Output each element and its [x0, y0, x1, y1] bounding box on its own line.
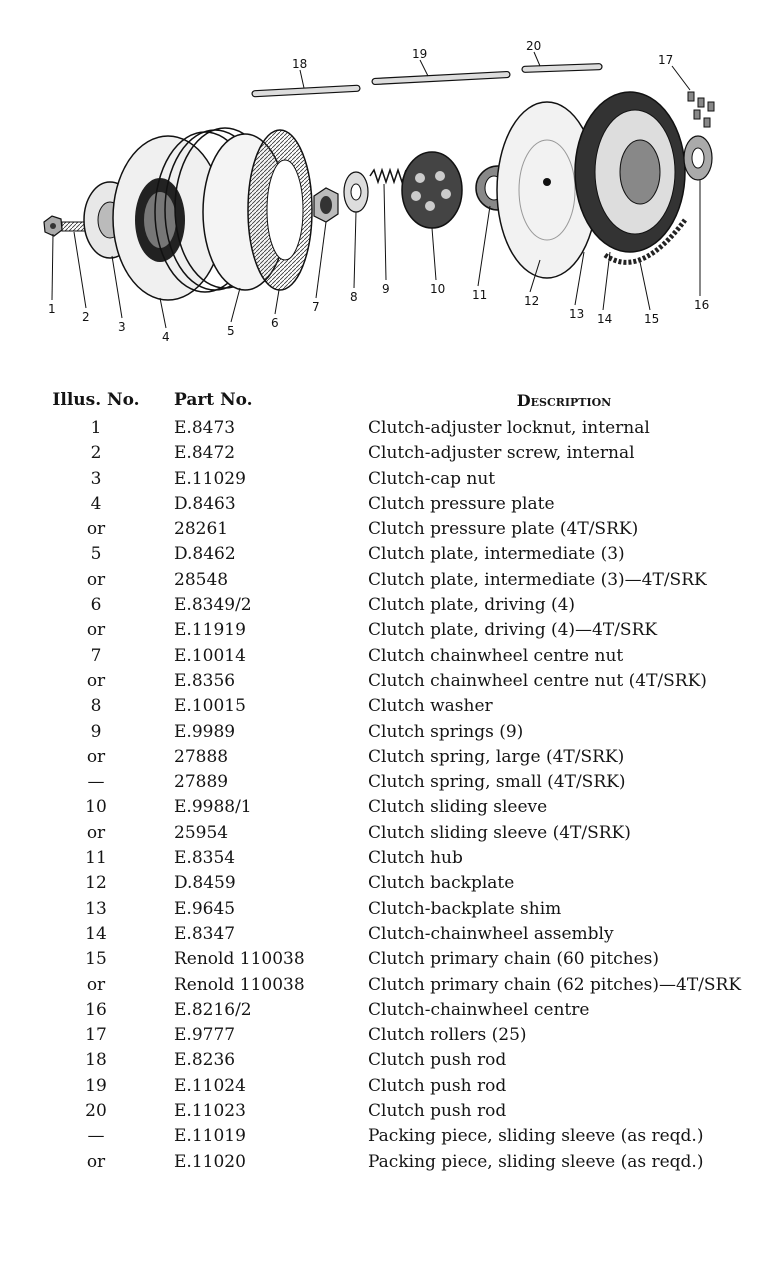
callout-4: 4: [162, 330, 170, 344]
illus-no-cell: —: [87, 1126, 105, 1147]
driving-plate-6: [248, 130, 312, 290]
table-row: [40, 593, 760, 618]
callout-15: 15: [644, 312, 660, 326]
parts-table: [40, 388, 760, 1175]
description-cell: Clutch washer: [368, 696, 493, 717]
description-cell: Clutch sliding sleeve: [368, 797, 548, 818]
part-no-cell: Renold 110038: [174, 949, 305, 970]
table-row: [40, 694, 760, 719]
illus-no-cell: 18: [85, 1050, 107, 1071]
table-row: [40, 1048, 760, 1073]
description-cell: Clutch hub: [368, 848, 463, 869]
table-row: [40, 871, 760, 896]
rollers-17: [688, 92, 714, 127]
illus-no-cell: 1: [90, 418, 102, 438]
illus-no-cell: 12: [85, 873, 107, 894]
description-cell: Clutch spring, large (4T/SRK): [368, 746, 625, 767]
table-row: [40, 542, 760, 567]
header-illus-no: Illus. No.: [52, 390, 140, 410]
chainwheel-assembly-14: [575, 92, 685, 252]
part-no-cell: E.11919: [174, 620, 246, 641]
illus-no-cell: 13: [85, 898, 107, 919]
description-cell: Clutch plate, driving (4): [368, 595, 576, 616]
description-cell: Clutch push rod: [368, 1101, 507, 1122]
callout-12: 12: [524, 294, 540, 308]
sliding-sleeve-10: [402, 152, 462, 228]
callout-19: 19: [412, 47, 428, 61]
header-part-no: Part No.: [174, 390, 253, 410]
table-row: [40, 618, 760, 643]
callout-6: 6: [271, 316, 279, 330]
illus-no-cell: 4: [90, 493, 102, 514]
table-row: [40, 821, 760, 846]
illus-no-cell: 9: [90, 721, 102, 742]
description-cell: Clutch-adjuster screw, internal: [368, 443, 635, 464]
part-no-cell: E.11024: [174, 1075, 246, 1096]
illus-no-cell: or: [86, 1151, 106, 1172]
table-row: [40, 745, 760, 770]
table-row: [40, 973, 760, 998]
washer-8: [344, 172, 368, 212]
table-row: [40, 998, 760, 1023]
description-cell: Packing piece, sliding sleeve (as reqd.): [368, 1126, 704, 1147]
illus-no-cell: 2: [90, 443, 102, 464]
part-no-cell: E.8473: [174, 418, 236, 438]
illus-no-cell: 14: [85, 923, 107, 944]
table-row: [40, 897, 760, 922]
table-row: [40, 669, 760, 694]
part-no-cell: E.11019: [174, 1126, 246, 1147]
illus-no-cell: or: [86, 670, 106, 691]
part-no-cell: E.10015: [174, 696, 246, 717]
part-no-cell: D.8459: [174, 873, 236, 894]
description-cell: Clutch chainwheel centre nut (4T/SRK): [368, 670, 707, 691]
part-no-cell: E.8347: [174, 923, 236, 944]
part-no-cell: E.8349/2: [174, 595, 252, 616]
illus-no-cell: —: [87, 772, 105, 793]
callout-10: 10: [430, 282, 446, 296]
part-no-cell: 27888: [174, 746, 229, 767]
table-row: [40, 568, 760, 593]
illus-no-cell: 15: [85, 949, 107, 970]
callout-5: 5: [227, 324, 235, 338]
table-row: [40, 492, 760, 517]
table-row: [40, 1150, 760, 1175]
description-cell: Clutch primary chain (62 pitches)—4T/SRK: [368, 974, 742, 995]
illus-no-cell: or: [86, 519, 106, 540]
chainwheel-centre-16: [684, 136, 712, 180]
table-row: [40, 467, 760, 492]
centre-nut-7: [314, 188, 338, 222]
part-no-cell: E.8354: [174, 848, 236, 869]
table-row: [40, 517, 760, 542]
description-cell: Clutch plate, intermediate (3)—4T/SRK: [368, 569, 707, 590]
part-no-cell: E.9777: [174, 1025, 236, 1046]
table-row: [40, 795, 760, 820]
illus-no-cell: or: [86, 620, 106, 641]
part-no-cell: 28261: [174, 519, 229, 540]
illus-no-cell: 10: [85, 797, 107, 818]
illus-no-cell: 16: [85, 999, 107, 1020]
description-cell: Clutch-chainwheel centre: [368, 999, 590, 1020]
part-no-cell: D.8462: [174, 544, 236, 565]
illus-no-cell: or: [86, 746, 106, 767]
description-cell: Clutch-cap nut: [368, 468, 496, 489]
part-no-cell: E.9989: [174, 721, 236, 742]
table-row: [40, 947, 760, 972]
description-cell: Clutch pressure plate (4T/SRK): [368, 519, 639, 540]
illus-no-cell: or: [86, 822, 106, 843]
parts-table-body: [40, 416, 760, 1175]
illus-no-cell: or: [86, 569, 106, 590]
part-no-cell: E.9645: [174, 898, 236, 919]
part-no-cell: Renold 110038: [174, 974, 305, 995]
part-no-cell: E.8356: [174, 670, 236, 691]
callout-13: 13: [569, 307, 585, 321]
table-row: [40, 922, 760, 947]
adjuster-locknut-1: [44, 216, 62, 236]
push-rod-20: [522, 64, 602, 73]
callout-1: 1: [48, 302, 56, 316]
part-no-cell: 25954: [174, 822, 229, 843]
spring-9: [370, 170, 406, 182]
illus-no-cell: 7: [90, 645, 102, 666]
table-row: [40, 644, 760, 669]
callout-8: 8: [350, 290, 358, 304]
illus-no-cell: or: [86, 974, 106, 995]
part-no-cell: E.11023: [174, 1101, 246, 1122]
callout-7: 7: [312, 300, 320, 314]
table-row: [40, 1099, 760, 1124]
part-no-cell: D.8463: [174, 493, 236, 514]
table-row: [40, 720, 760, 745]
part-no-cell: E.11029: [174, 468, 246, 489]
part-no-cell: E.8236: [174, 1050, 236, 1071]
callout-2: 2: [82, 310, 90, 324]
push-rod-19: [372, 71, 510, 84]
callout-17: 17: [658, 53, 674, 67]
description-cell: Clutch rollers (25): [368, 1025, 527, 1046]
description-cell: Clutch-chainwheel assembly: [368, 923, 614, 944]
clutch-exploded-diagram: [0, 0, 768, 360]
description-cell: Clutch sliding sleeve (4T/SRK): [368, 822, 631, 843]
table-row: [40, 1124, 760, 1149]
callout-3: 3: [118, 320, 126, 334]
table-header-row: [40, 388, 760, 416]
description-cell: Clutch push rod: [368, 1075, 507, 1096]
callout-18: 18: [292, 57, 308, 71]
description-cell: Clutch push rod: [368, 1050, 507, 1071]
part-no-cell: E.8472: [174, 443, 236, 464]
description-cell: Clutch primary chain (60 pitches): [368, 949, 660, 970]
illus-no-cell: 17: [85, 1025, 107, 1046]
illus-no-cell: 6: [90, 595, 102, 616]
illus-no-cell: 19: [85, 1075, 107, 1096]
part-no-cell: E.10014: [174, 645, 246, 666]
part-no-cell: 27889: [174, 772, 229, 793]
description-cell: Packing piece, sliding sleeve (as reqd.): [368, 1151, 704, 1172]
part-no-cell: E.8216/2: [174, 999, 252, 1020]
illus-no-cell: 11: [85, 848, 107, 869]
description-cell: Clutch backplate: [368, 873, 515, 894]
description-cell: Clutch springs (9): [368, 721, 524, 742]
callout-11: 11: [472, 288, 488, 302]
description-cell: Clutch pressure plate: [368, 493, 555, 514]
description-cell: Clutch plate, driving (4)—4T/SRK: [368, 620, 658, 641]
table-row: [40, 441, 760, 466]
part-no-cell: E.11020: [174, 1151, 246, 1172]
table-row: [40, 770, 760, 795]
callout-16: 16: [694, 298, 710, 312]
callout-20: 20: [526, 39, 542, 53]
table-row: [40, 1074, 760, 1099]
illus-no-cell: 3: [90, 468, 102, 489]
illus-no-cell: 20: [85, 1101, 107, 1122]
description-cell: Clutch-adjuster locknut, internal: [368, 418, 650, 438]
description-cell: Clutch-backplate shim: [368, 898, 562, 919]
callout-14: 14: [597, 312, 613, 326]
part-no-cell: 28548: [174, 569, 229, 590]
header-description: Description: [516, 390, 612, 410]
illus-no-cell: 5: [90, 544, 102, 565]
callout-9: 9: [382, 282, 390, 296]
illus-no-cell: 8: [90, 696, 102, 717]
table-row: [40, 1023, 760, 1048]
description-cell: Clutch plate, intermediate (3): [368, 544, 625, 565]
table-row: [40, 846, 760, 871]
part-no-cell: E.9988/1: [174, 797, 252, 818]
table-row: [40, 416, 760, 441]
description-cell: Clutch chainwheel centre nut: [368, 645, 624, 666]
description-cell: Clutch spring, small (4T/SRK): [368, 772, 626, 793]
push-rod-18: [252, 85, 360, 97]
